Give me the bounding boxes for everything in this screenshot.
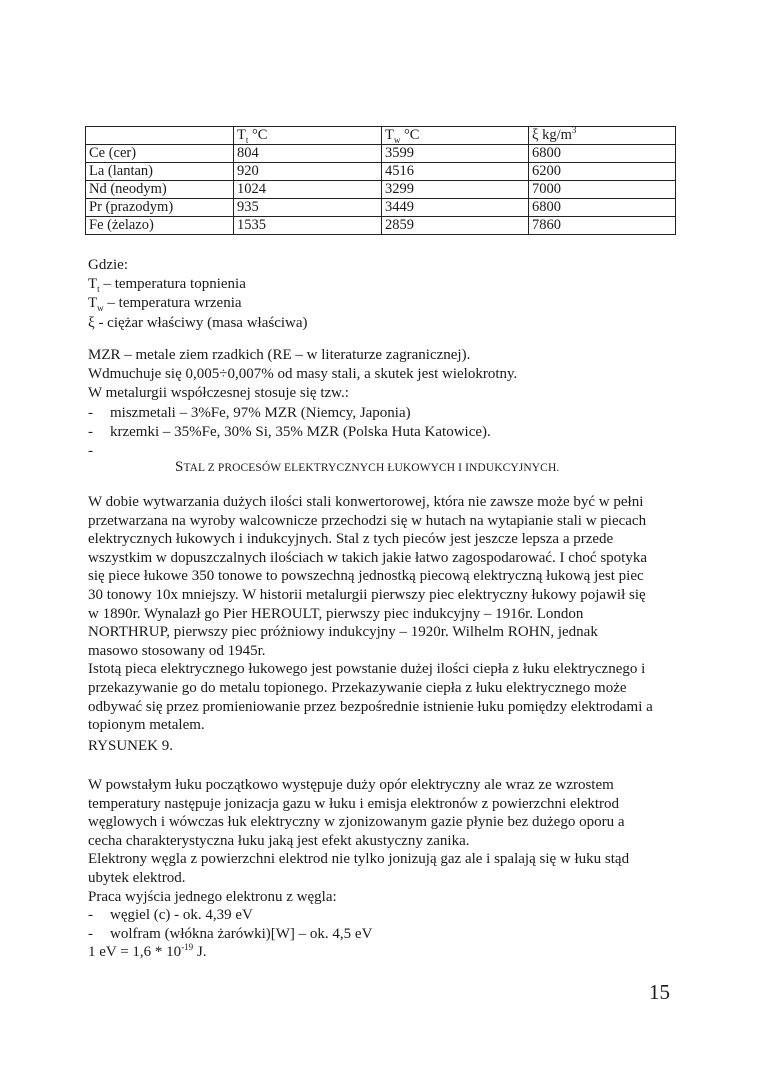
table-cell: 804: [234, 145, 382, 163]
legend-item: $T_w$ – temperatura wrzenia: [88, 295, 242, 314]
list-item: - wolfram (włókna żarówki)[W] – ok. 4,5 eV: [88, 925, 373, 942]
list-item: - węgiel (c) - ok. 4,39 eV: [88, 907, 253, 924]
table-cell: 6800: [529, 199, 676, 217]
table-cell: 2859: [382, 217, 529, 235]
legend-item: $T_t$ – temperatura topnienia: [88, 276, 246, 295]
table-cell: 7000: [529, 181, 676, 199]
table-row: [86, 217, 676, 235]
text-line: MZR – metale ziem rzadkich (RE – w literaturze zagranicznej).: [88, 347, 471, 363]
table-cell: 6800: [529, 145, 676, 163]
text-line: NORTHRUP, pierwszy piec próżniowy indukcyjny – 1920r. Wilhelm ROHN, jednak: [88, 624, 598, 641]
table-header-cell-boiling: $T_w$ °C: [382, 127, 529, 145]
table-cell: 935: [234, 199, 382, 217]
text-line: ubytek elektrod.: [88, 869, 186, 886]
table-cell: 3449: [382, 199, 529, 217]
text-line: elektrycznych łukowych i indukcyjnych. Stal z tych pieców jest jeszcze lepsza a przede: [88, 531, 614, 548]
text-line: wszystkim w dopuszczalnych ilościach w takich jakie łatwo zagospodarować. I choć spotyka: [88, 549, 647, 566]
table-cell: Fe (żelazo): [86, 217, 234, 235]
table-header-cell-melting: $T_t$ °C: [234, 127, 382, 145]
list-item: - krzemki – 35%Fe, 30% Si, 35% MZR (Polska Huta Katowice).: [88, 423, 491, 440]
figure-reference: RYSUNEK 9.: [88, 738, 174, 754]
ev-equation: 1 eV = $1,6 * 10^{-19}$ J.: [88, 942, 207, 961]
table-cell: 7860: [529, 217, 676, 235]
table-cell: Pr (prazodym): [86, 199, 234, 217]
table-cell: 1535: [234, 217, 382, 235]
legend-title: Gdzie:: [88, 257, 128, 273]
text-line: Praca wyjścia jednego elektronu z węgla:: [88, 888, 337, 905]
text-line: W powstałym łuku początkowo występuje duży opór elektryczny ale wraz ze wzrostem: [88, 777, 614, 793]
text-line: W dobie wytwarzania dużych ilości stali konwertorowej, która nie zawsze może być w pełni: [88, 494, 644, 510]
table-cell: 1024: [234, 181, 382, 199]
text-line: się piece łukowe 350 tonowe to powszechną jednostką piecową elektryczną łukową jest piec: [88, 568, 644, 585]
text-line: topionym metalem.: [88, 717, 205, 734]
text-line: węglowych i wówczas łuk elektryczny w zjonizowanym gazie płynie bez dużego oporu a: [88, 814, 625, 831]
text-line: odbywać się przez promieniowanie przez bezpośrednie istnienie łuku pomiędzy elektrodami a: [88, 698, 653, 715]
paragraph-arc-furnaces: [88, 493, 678, 735]
table-header-row: [86, 127, 676, 145]
text-line: masowo stosowany od 1945r.: [88, 642, 266, 659]
table-cell: 3599: [382, 145, 529, 163]
table-row: [86, 181, 676, 199]
rare-earth-properties-table: [85, 126, 676, 235]
text-line: Elektrony węgla z powierzchni elektrod nie tylko jonizują gaz ale i spalają się w łuku stąd: [88, 851, 630, 868]
text-line: 30 tonowy 10x mniejszy. W historii metalurgii pierwszy piec elektryczny łukowy pojawił się: [88, 586, 646, 603]
text-line: przekazywanie go do metalu topionego. Przekazywanie ciepła z łuku elektrycznego może: [88, 679, 627, 696]
table-cell: Nd (neodym): [86, 181, 234, 199]
list-item: -: [88, 443, 93, 460]
text-line: cecha charakterystyczna łuku jaką jest efekt akustyczny zanika.: [88, 832, 470, 849]
text-line: Wdmuchuje się 0,005÷0,007% od masy stali, a skutek jest wielokrotny.: [88, 366, 518, 383]
table-row: [86, 199, 676, 217]
legend-item: ξ - ciężar właściwy (masa właściwa): [88, 314, 308, 331]
table-row: [86, 145, 676, 163]
table-header-cell-density: ξ $kg/m^3$: [529, 127, 676, 145]
table-cell: 4516: [382, 163, 529, 181]
table-cell: 920: [234, 163, 382, 181]
list-item: - miszmetali – 3%Fe, 97% MZR (Niemcy, Japonia): [88, 404, 411, 421]
text-line: W metalurgii współczesnej stosuje się tzw.:: [88, 385, 349, 402]
text-line: Istotą pieca elektrycznego łukowego jest powstanie dużej ilości ciepła z łuku elektrycznego i: [88, 661, 646, 678]
table-cell: 6200: [529, 163, 676, 181]
section-heading: STAL Z PROCESÓW ELEKTRYCZNYCH ŁUKOWYCH I INDUKCYJNYCH.: [175, 459, 560, 475]
table-cell: La (lantan): [86, 163, 234, 181]
paragraph-arc-ionization: [88, 776, 678, 962]
text-line: w 1890r. Wynalazł go Pier HEROULT, pierwszy piec indukcyjny – 1916r. London: [88, 605, 584, 622]
table-row: [86, 163, 676, 181]
table-header-cell: [86, 127, 234, 145]
table-cell: 3299: [382, 181, 529, 199]
table-cell: Ce (cer): [86, 145, 234, 163]
mzr-block: [88, 346, 517, 461]
legend-block: [88, 256, 308, 333]
page-number: 15: [649, 980, 670, 1004]
text-line: przetwarzana na wyroby walcownicze przechodzi się w hutach na wytapianie stali w piecach: [88, 512, 647, 529]
text-line: temperatury następuje jonizacja gazu w łuku i emisja elektronów z powierzchni elektrod: [88, 795, 620, 812]
